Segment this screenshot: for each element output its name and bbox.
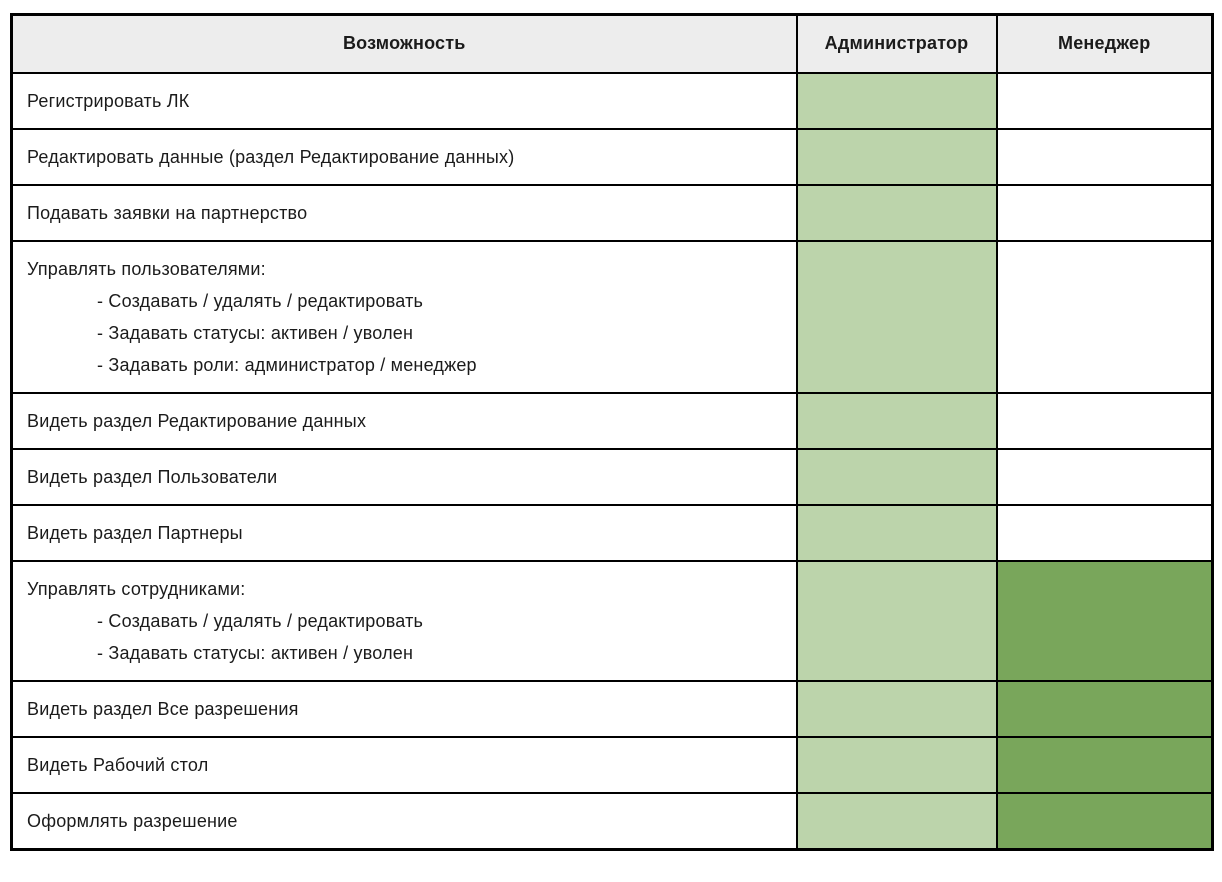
table-header <box>12 15 1213 73</box>
administrator-permission-cell <box>797 681 997 737</box>
capability-sub-item: - Создавать / удалять / редактировать <box>97 290 424 311</box>
capability-label: Видеть Рабочий стол <box>27 754 209 775</box>
manager-permission-cell <box>997 241 1213 393</box>
capability-cell <box>12 561 797 681</box>
capability-cell <box>12 185 797 241</box>
table-row <box>12 393 1213 449</box>
capability-label: Видеть раздел Редактирование данных <box>27 410 367 431</box>
manager-permission-cell <box>997 129 1213 185</box>
administrator-permission-cell <box>797 505 997 561</box>
capability-label: Оформлять разрешение <box>27 810 238 831</box>
manager-permission-cell <box>997 185 1213 241</box>
table-row <box>12 129 1213 185</box>
manager-permission-cell <box>997 73 1213 129</box>
capability-label: Управлять пользователями: <box>27 258 266 279</box>
capability-sub-item: - Задавать статусы: активен / уволен <box>97 642 414 663</box>
capability-sub-item: - Задавать роли: администратор / менеджер <box>97 354 477 375</box>
administrator-permission-cell <box>797 793 997 850</box>
capability-cell <box>12 449 797 505</box>
capability-cell <box>12 793 797 850</box>
capability-label: Управлять сотрудниками: <box>27 578 246 599</box>
capability-label: Видеть раздел Все разрешения <box>27 698 299 719</box>
administrator-permission-cell <box>797 185 997 241</box>
capability-cell <box>12 393 797 449</box>
manager-permission-cell <box>997 449 1213 505</box>
header-row <box>12 15 1213 73</box>
administrator-permission-cell <box>797 73 997 129</box>
table-row <box>12 241 1213 393</box>
manager-permission-cell <box>997 737 1213 793</box>
capability-label: Видеть раздел Партнеры <box>27 522 243 543</box>
table-row <box>12 185 1213 241</box>
table-row <box>12 73 1213 129</box>
permissions-table <box>10 13 1214 851</box>
column-header-administrator: Администратор <box>797 15 997 73</box>
manager-permission-cell <box>997 393 1213 449</box>
capability-cell <box>12 241 797 393</box>
capability-sub-item: - Создавать / удалять / редактировать <box>97 610 424 631</box>
administrator-permission-cell <box>797 561 997 681</box>
table-row <box>12 449 1213 505</box>
capability-label: Регистрировать ЛК <box>27 90 190 111</box>
manager-permission-cell <box>997 505 1213 561</box>
column-header-manager: Менеджер <box>997 15 1213 73</box>
manager-permission-cell <box>997 561 1213 681</box>
table-row <box>12 737 1213 793</box>
administrator-permission-cell <box>797 449 997 505</box>
capability-label: Видеть раздел Пользователи <box>27 466 278 487</box>
administrator-permission-cell <box>797 129 997 185</box>
table-row <box>12 505 1213 561</box>
manager-permission-cell <box>997 793 1213 850</box>
capability-cell <box>12 129 797 185</box>
capability-cell <box>12 73 797 129</box>
table-row <box>12 793 1213 850</box>
capability-sub-item: - Задавать статусы: активен / уволен <box>97 322 414 343</box>
capability-cell <box>12 505 797 561</box>
administrator-permission-cell <box>797 393 997 449</box>
table-body <box>12 73 1213 850</box>
column-header-capability: Возможность <box>12 15 797 73</box>
administrator-permission-cell <box>797 241 997 393</box>
table-row <box>12 561 1213 681</box>
capability-label: Редактировать данные (раздел Редактирование данных) <box>27 146 515 167</box>
manager-permission-cell <box>997 681 1213 737</box>
capability-label: Подавать заявки на партнерство <box>27 202 308 223</box>
administrator-permission-cell <box>797 737 997 793</box>
table-row <box>12 681 1213 737</box>
capability-cell <box>12 681 797 737</box>
capability-cell <box>12 737 797 793</box>
